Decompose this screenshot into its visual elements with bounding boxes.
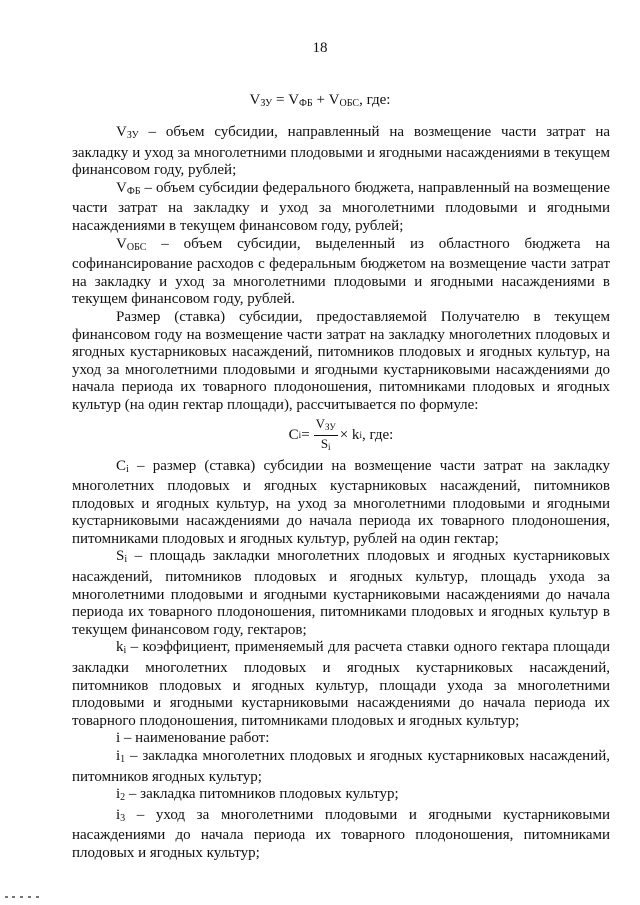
times-k: × k [339, 426, 360, 443]
definition-v-obs: $V_{ОБС}$ – объем субсидии, выделенный из областного бюджета на софинансирование расходов с федеральным бюджетом на возмещение части затрат на закладку и уход за многолетними плодовыми и ягодными насаждениями в текущем финансовом году, рублей. [72, 235, 610, 308]
var-sub: i [359, 429, 362, 440]
definition-i2: $i_2$ – закладка питомников плодовых культур; [116, 786, 399, 804]
equals-sign: = [301, 426, 310, 443]
scan-mark [36, 896, 39, 898]
fraction-denominator: Si [320, 436, 331, 452]
definition-i3: $i_3$ – уход за многолетними плодовыми и ягодными кустарниковыми насаждениями до начала периода их товарного плодоношения, питомниками плодовых и ягодных культур; [72, 806, 610, 861]
definition-c-i: $C_i$ – размер (ставка) субсидии на возмещение части затрат на закладку многолетних плодовых и ягодных кустарниковых насаждений, питомников плодовых и ягодных культур, на уход за многолетними плодовыми и ягодными кустарниковыми насаждениями до начала периода их товарного плодоношения, питомниками плодовых и ягодных культур, рублей на один гектар; [72, 457, 610, 547]
definition-k-i: $k_i$ – коэффициент, применяемый для расчета ставки одного гектара площади закладки многолетних плодовых и ягодных кустарниковых насаждений, питомников плодовых и ягодных культур, площади ухода за многолетними плодовыми и ягодными кустарниковыми насаждениями до начала периода их товарного плодоношения, питомниками плодовых и ягодных культур; [72, 639, 610, 729]
definition-i1: $i_1$ – закладка многолетних плодовых и ягодных кустарниковых насаждений, питомников ягодных культур; [72, 748, 610, 785]
var-v: V [288, 92, 300, 108]
formula-total-subsidy [0, 92, 640, 109]
scan-mark [12, 896, 15, 898]
scan-mark [28, 896, 31, 898]
var-v: V [249, 92, 261, 108]
definition-v-fb: $V_{ФБ}$ – объем субсидии федерального бюджета, направленный на возмещение части затрат на закладку и уход за многолетними плодовыми и ягодными насаждениями в текущем финансовом году, рублей; [72, 179, 610, 234]
definition-i: i – наименование работ: [116, 730, 270, 747]
definition-s-i: $S_i$ – площадь закладки многолетних плодовых и ягодных кустарниковых насаждений, питомников плодовых и ягодных культур, площадь ухода за многолетними плодовыми и ягодными кустарниковыми насаждениями до начала периода их товарного плодоношения, питомниками плодовых и ягодных культур в текущем финансовом году, гектаров; [72, 548, 610, 638]
formula-rate [72, 416, 610, 456]
plus-sign: + [312, 92, 329, 108]
var-sub: i [298, 429, 302, 440]
fraction-numerator: VЗУ [314, 417, 338, 436]
scan-edge-marks [0, 896, 640, 902]
formula-suffix: , где: [359, 92, 391, 108]
page-number: 18 [312, 40, 328, 56]
formula-suffix: , где: [361, 426, 394, 443]
definition-v-zu: $V_{ЗУ}$ – объем субсидии, направленный на возмещение части затрат на закладку и уход за многолетними плодовыми и ягодными насаждениями в текущем финансовом году, рублей; [72, 124, 610, 179]
scan-mark [5, 896, 8, 898]
document-body [72, 124, 610, 863]
var-sub: ЗУ [260, 98, 273, 109]
fraction [314, 417, 338, 454]
var-c: C [288, 426, 299, 443]
var-v: V [328, 92, 340, 108]
var-sub: ОБС [339, 98, 360, 109]
rate-description: Размер (ставка) субсидии, предоставляемой Получателю в текущем финансовом году на возмещение части затрат на закладку многолетних плодовых и ягодных кустарниковых насаждений, питомников плодовых и ягодных культур, на уход за многолетними плодовыми и ягодными кустарниковыми насаждениями до начала периода их товарного плодоношения, питомниками плодовых и ягодных культур (на один гектар площади), рассчитывается по формуле: [72, 308, 610, 413]
equals-sign: = [272, 92, 289, 108]
var-sub: ФБ [299, 98, 313, 109]
scan-mark [20, 896, 23, 898]
